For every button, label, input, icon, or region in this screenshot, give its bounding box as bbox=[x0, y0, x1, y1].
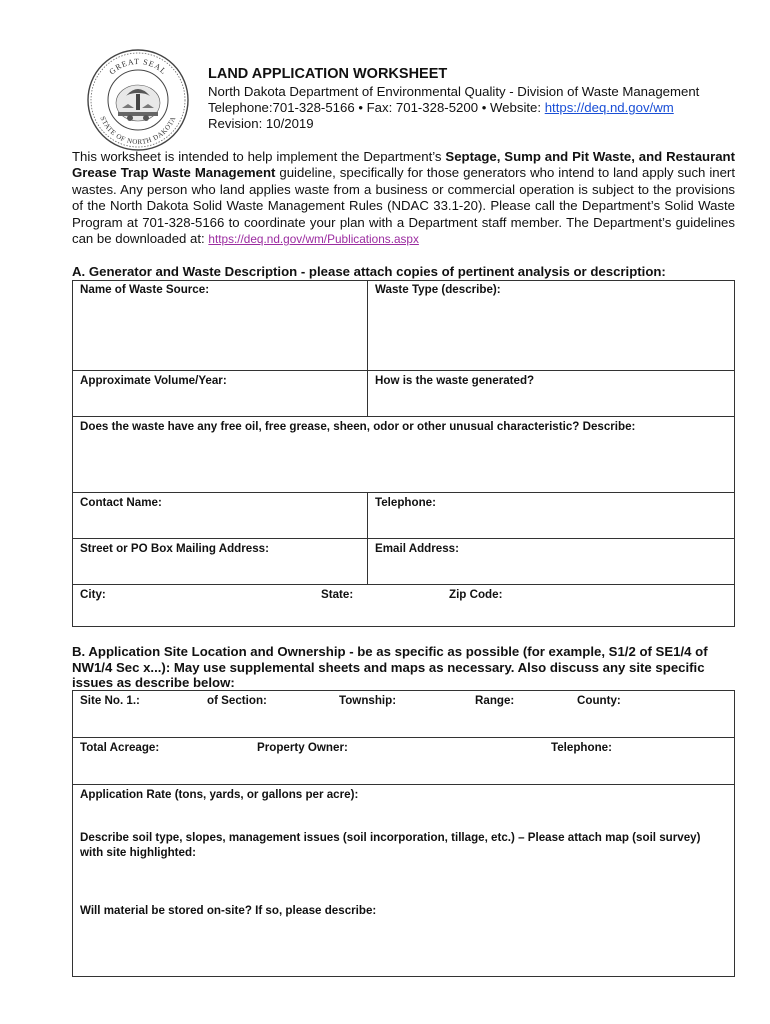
application-rate-label: Application Rate (tons, yards, or gallons per acre): bbox=[80, 788, 359, 801]
waste-type-field[interactable] bbox=[367, 281, 734, 370]
city-state-zip-field[interactable] bbox=[73, 585, 734, 626]
document-header bbox=[208, 66, 748, 132]
property-owner-label: Property Owner: bbox=[257, 741, 348, 754]
characteristics-row bbox=[73, 416, 734, 492]
storage-label: Will material be stored on-site? If so, please describe: bbox=[80, 904, 377, 917]
of-section-label: of Section: bbox=[207, 694, 267, 707]
state-label: State: bbox=[321, 588, 354, 601]
svg-text:GREAT SEAL: GREAT SEAL bbox=[107, 56, 169, 77]
owner-telephone-label: Telephone: bbox=[551, 741, 612, 754]
waste-source-row bbox=[73, 281, 734, 370]
revision-date: Revision: 10/2019 bbox=[208, 116, 314, 131]
acreage-row bbox=[73, 737, 734, 784]
field-label: How is the waste generated? bbox=[375, 374, 535, 387]
soil-type-label: Describe soil type, slopes, management issues (soil incorporation, tillage, etc.) – Please attach map (soil survey) with site highlighted: bbox=[80, 831, 701, 859]
contact-info: Telephone:701-328-5166 • Fax: 701-328-5200 • Website: bbox=[208, 100, 545, 115]
field-label: Contact Name: bbox=[80, 496, 162, 509]
township-label: Township: bbox=[339, 694, 397, 707]
site-location-row bbox=[73, 691, 734, 737]
site-location-field[interactable] bbox=[73, 691, 734, 737]
total-acreage-label: Total Acreage: bbox=[80, 741, 160, 754]
mailing-address-field[interactable] bbox=[73, 539, 367, 584]
intro-paragraph bbox=[72, 149, 735, 247]
volume-row bbox=[73, 370, 734, 416]
section-b-table bbox=[72, 690, 735, 977]
intro-text-2: guideline, specifically for those generators who intend to land apply such inert wastes. Any person who land applies waste from a business or commercial operation is subject to the provisions of the North Dakota Solid Waste Management Rules (NDAC 33.1-20). Please call the Department’s Solid Waste Program at 701-328-5166 to coordinate your plan with a Department staff member. The Department’s guidelines can be downloaded at: bbox=[72, 165, 735, 247]
site-no-label: Site No. 1.: bbox=[80, 694, 140, 707]
field-label: Telephone: bbox=[375, 496, 436, 509]
section-a-heading: A. Generator and Waste Description - please attach copies of pertinent analysis or description: bbox=[72, 264, 666, 279]
field-label: Name of Waste Source: bbox=[80, 283, 210, 296]
field-label: Email Address: bbox=[375, 542, 459, 555]
state-seal-logo bbox=[86, 48, 190, 152]
field-label: Waste Type (describe): bbox=[375, 283, 501, 296]
svg-text:STATE OF NORTH DAKOTA: STATE OF NORTH DAKOTA bbox=[98, 115, 178, 147]
range-label: Range: bbox=[475, 694, 515, 707]
telephone-field[interactable] bbox=[367, 493, 734, 538]
site-details-field[interactable] bbox=[73, 785, 734, 976]
how-generated-field[interactable] bbox=[367, 371, 734, 416]
website-link[interactable]: https://deq.nd.gov/wm bbox=[544, 100, 674, 115]
contact-line bbox=[208, 100, 748, 116]
zip-code-label: Zip Code: bbox=[449, 588, 503, 601]
field-label: Does the waste have any free oil, free grease, sheen, odor or other unusual characteristic? Describe: bbox=[80, 420, 636, 433]
free-oil-description-field[interactable] bbox=[73, 417, 734, 492]
site-details-row bbox=[73, 784, 734, 976]
section-b-heading: B. Application Site Location and Ownership - be as specific as possible (for example, S1/2 of SE1/4 of NW1/4 Sec x...): May use supplemental sheets and maps as necessary. Also discuss any site specific issues as describe below: bbox=[72, 644, 708, 690]
field-label: Street or PO Box Mailing Address: bbox=[80, 542, 269, 555]
intro-text-1: This worksheet is intended to help implement the Department’s bbox=[72, 149, 446, 164]
guideline-name: Septage, Sump and Pit Waste, and Restaurant Grease Trap Waste Management bbox=[72, 149, 735, 181]
department-name: North Dakota Department of Environmental Quality - Division of Waste Management bbox=[208, 84, 700, 99]
acreage-owner-field[interactable] bbox=[73, 738, 734, 784]
city-label: City: bbox=[80, 588, 106, 601]
address-row bbox=[73, 538, 734, 584]
county-label: County: bbox=[577, 694, 621, 707]
email-address-field[interactable] bbox=[367, 539, 734, 584]
section-a-table bbox=[72, 280, 735, 627]
publications-link[interactable]: https://deq.nd.gov/wm/Publications.aspx bbox=[208, 232, 419, 247]
field-label: Approximate Volume/Year: bbox=[80, 374, 227, 387]
contact-name-field[interactable] bbox=[73, 493, 367, 538]
document-title: LAND APPLICATION WORKSHEET bbox=[208, 66, 448, 82]
city-row bbox=[73, 584, 734, 626]
contact-row bbox=[73, 492, 734, 538]
waste-source-field[interactable] bbox=[73, 281, 367, 370]
approx-volume-field[interactable] bbox=[73, 371, 367, 416]
